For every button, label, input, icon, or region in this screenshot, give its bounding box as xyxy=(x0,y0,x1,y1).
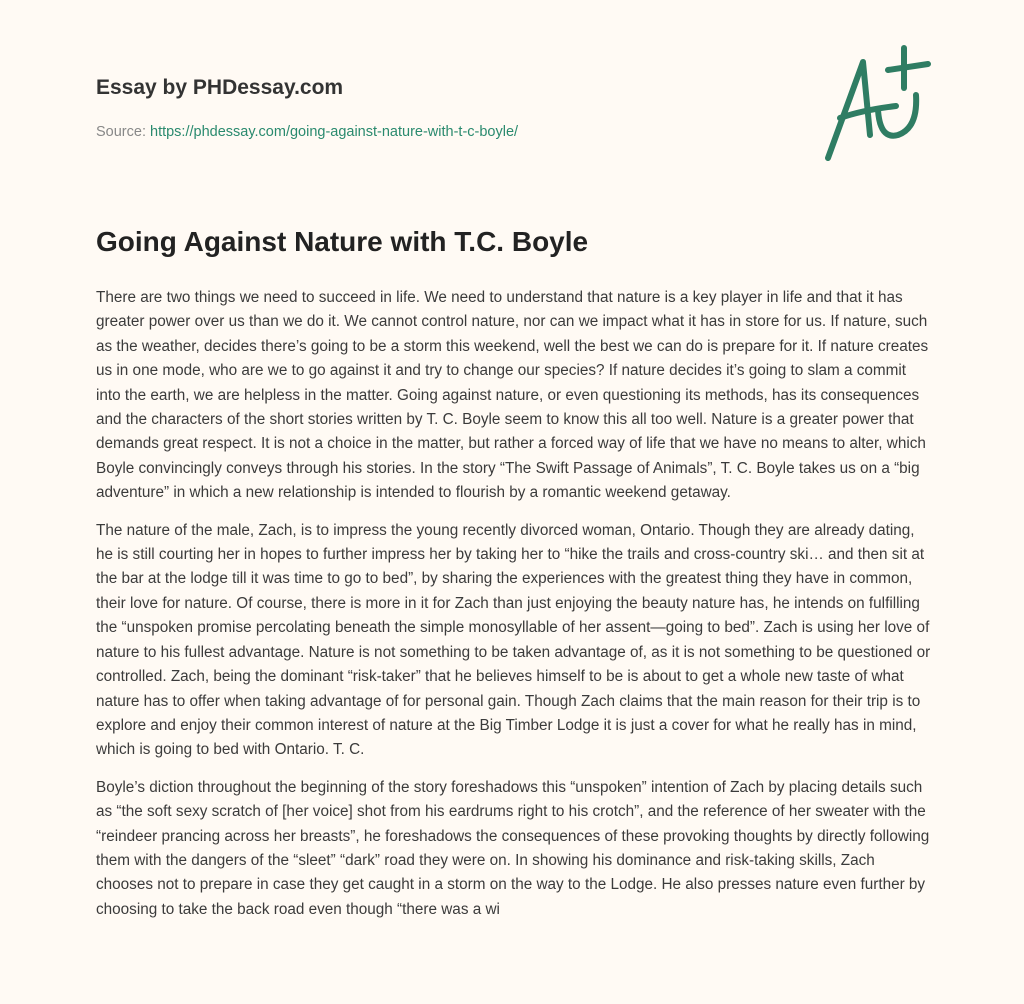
essay-body xyxy=(96,286,932,935)
site-brand: Essay by PHDessay.com xyxy=(96,76,344,99)
essay-paragraph: There are two things we need to succeed in life. We need to understand that nature is a key player in life and that it has greater power over us than we do it. We cannot control nature, nor can we impact what it has in store for us. If nature, such as the weather, decides there’s going to be a storm this weekend, well the best we can do is prepare for it. If nature creates us in one mode, who are we to go against it and try to change our species? If nature decides it’s going to slam a commit into the earth, we are helpless in the matter. Going against nature, or even questioning its methods, has its consequences and the characters of the short stories written by T. C. Boyle seem to know this all too well. Nature is a greater power that demands great respect. It is not a choice in the matter, but rather a forced way of life that we have no means to alter, which Boyle convincingly conveys through his stories. In the story “The Swift Passage of Animals”, T. C. Boyle takes us on a “big adventure” in which a new relationship is intended to flourish by a romantic weekend getaway. xyxy=(96,289,929,502)
source-link[interactable]: https://phdessay.com/going-against-nature-with-t-c-boyle/ xyxy=(150,124,519,140)
essay-paragraph: The nature of the male, Zach, is to impress the young recently divorced woman, Ontario. Though they are already dating, he is still courting her in hopes to further impress her by taking her to “hike the trails and cross-country ski… and then sit at the bar at the lodge till it was time to go to bed”, by sharing the experiences with the greatest thing they have in common, their love for nature. Of course, there is more in it for Zach than just enjoying the beauty nature has, he intends on fulfilling the “unspoken promise percolating beneath the simple monosyllable of her assent—going to bed”. Zach is using her love of nature to his fullest advantage. Nature is not something to be taken advantage of, as it is not something to be questioned or controlled. Zach, being the dominant “risk-taker” that he believes himself to be is about to get a whole new taste of what nature has to offer when taking advantage of for personal gain. Though Zach claims that the main reason for their trip is to explore and enjoy their common interest of nature at the Big Timber Lodge it is just a cover for what he really has in mind, which is going to bed with Ontario. T. C. xyxy=(96,521,931,759)
source-label: Source: xyxy=(96,124,150,140)
source-line xyxy=(96,124,518,140)
a-plus-logo-icon xyxy=(818,40,938,165)
essay-paragraph: Boyle’s diction throughout the beginning of the story foreshadows this “unspoken” intention of Zach by placing details such as “the soft sexy scratch of [her voice] shot from his eardrums right to his crotch”, and the reference of her sweater with the “reindeer prancing across her breasts”, he foreshadows the consequences of these provoking thoughts by directly following them with the dangers of the “sleet” “dark” road they were on. In showing his dominance and risk-taking skills, Zach chooses not to prepare in case they get caught in a storm on the way to the Lodge. He also presses nature even further by choosing to take the back road even though “there was a wi xyxy=(96,778,930,918)
page-title: Going Against Nature with T.C. Boyle xyxy=(96,226,589,257)
